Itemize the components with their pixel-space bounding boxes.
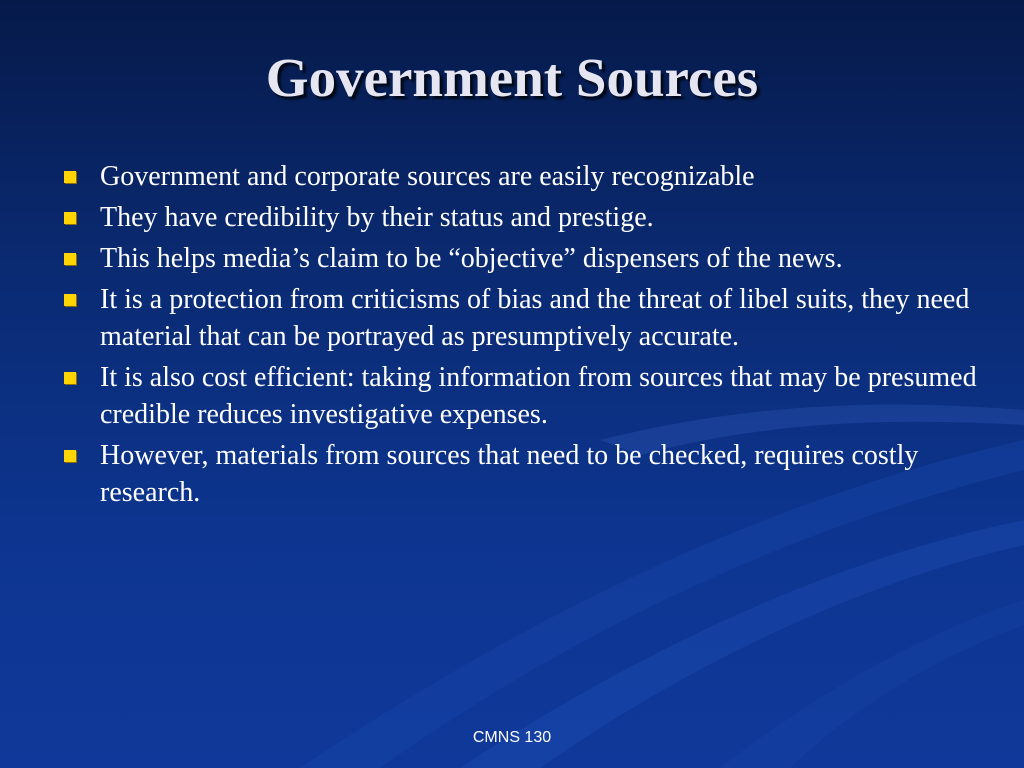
bullet-text: It is a protection from criticisms of bias and the threat of libel suits, they need material that can be portrayed as presumptively accurate. [100,284,970,352]
square-bullet-icon [64,171,76,183]
square-bullet-icon [64,212,76,224]
bullet-text: Government and corporate sources are easily recognizable [100,161,755,192]
bullet-list [62,158,982,515]
square-bullet-icon [64,294,76,306]
list-item [62,240,982,277]
slide-title: Government Sources [265,47,759,108]
square-bullet-icon [64,450,76,462]
slide-footer: CMNS 130 [472,729,552,746]
list-item [62,281,982,355]
square-bullet-icon [64,372,76,384]
list-item [62,359,982,433]
bullet-text: However, materials from sources that need to be checked, requires costly research. [100,440,919,508]
list-item [62,437,982,511]
bullet-text: They have credibility by their status and prestige. [100,202,654,233]
bullet-text: It is also cost efficient: taking information from sources that may be presumed credible reduces investigative expenses. [100,362,977,430]
bullet-text: This helps media’s claim to be “objective” dispensers of the news. [100,243,843,274]
list-item [62,158,982,195]
square-bullet-icon [64,253,76,265]
list-item [62,199,982,236]
